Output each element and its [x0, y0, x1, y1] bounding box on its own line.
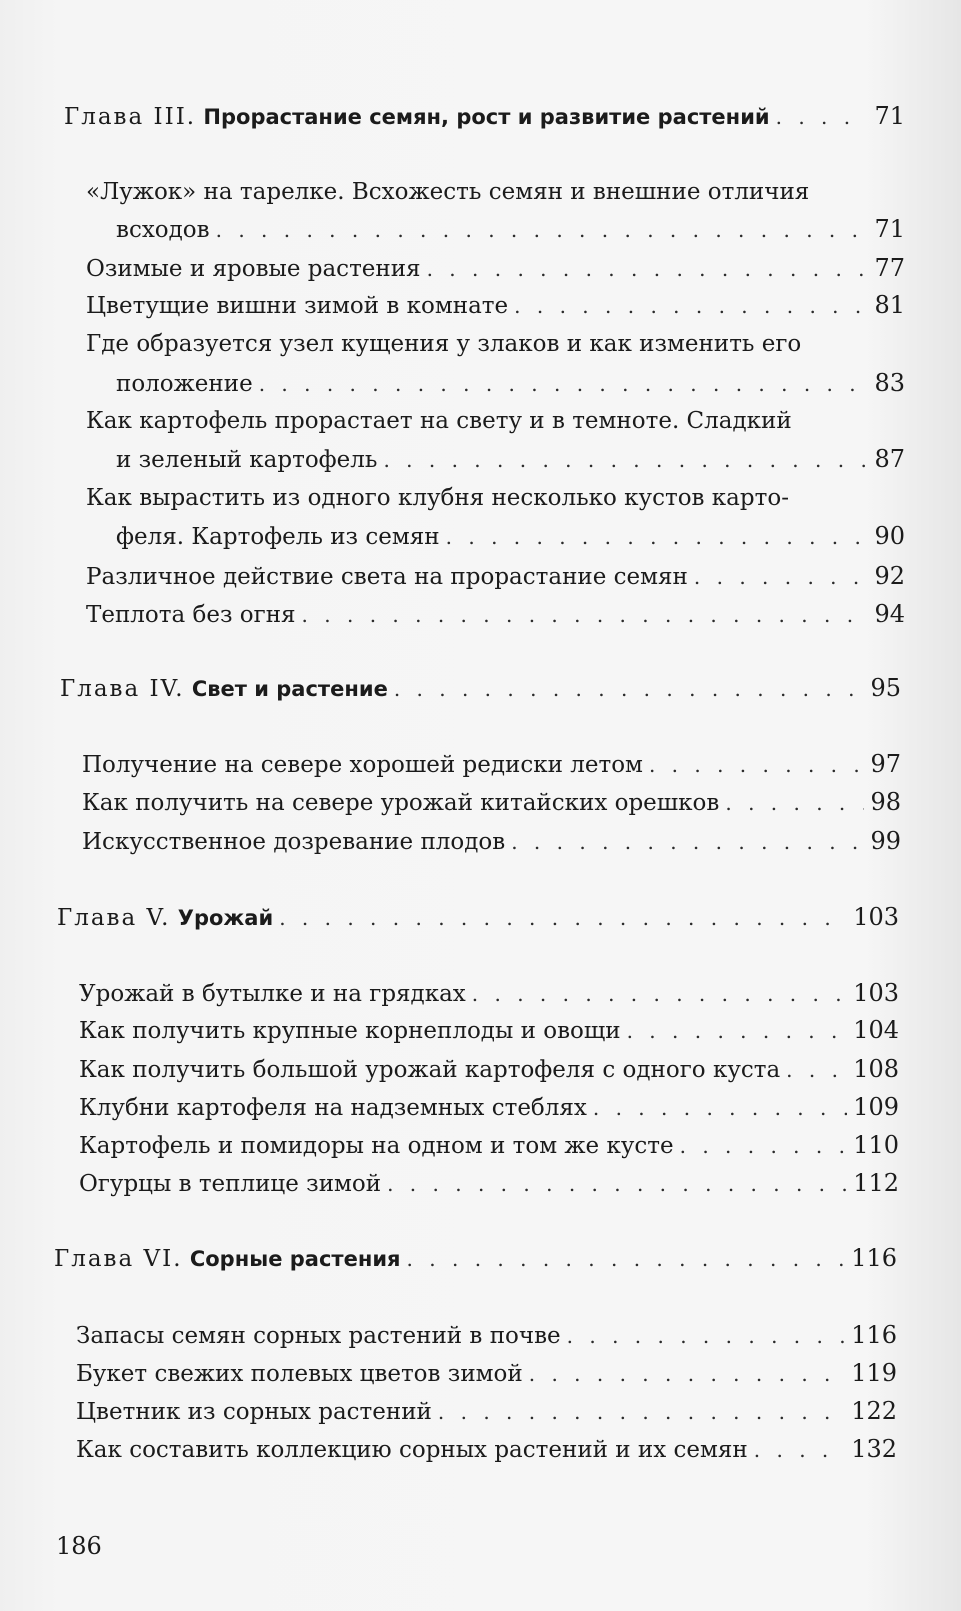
chapter-heading[interactable]: [64, 104, 905, 129]
toc-entry-page: 103: [853, 979, 899, 1007]
chapter-name: Свет и растение: [191, 677, 388, 701]
toc-entry-title: Получение на севере хорошей редиски летом: [82, 752, 643, 778]
toc-entry-page: 122: [851, 1397, 897, 1425]
toc-entry[interactable]: [86, 256, 905, 281]
dot-leader: [383, 450, 868, 470]
dot-leader: [511, 832, 864, 852]
chapter-heading[interactable]: [60, 676, 901, 701]
toc-entry[interactable]: [82, 752, 901, 777]
dot-leader: [680, 1136, 848, 1156]
toc-entry-page: 99: [870, 827, 901, 855]
chapter-name: Сорные растения: [189, 1247, 401, 1271]
chapter-heading[interactable]: [54, 1246, 897, 1271]
dot-leader: [427, 259, 869, 279]
toc-entry-title: Различное действие света на прорастание семян: [86, 564, 688, 590]
toc-entry-page: 119: [851, 1359, 897, 1387]
toc-entry-title: феля. Картофель из семян: [116, 524, 440, 550]
dot-leader: [786, 1060, 847, 1080]
toc-entry-title: Букет свежих полевых цветов зимой: [76, 1361, 523, 1387]
dot-leader: [567, 1326, 846, 1346]
toc-entry[interactable]: [116, 217, 905, 242]
dot-leader: [514, 296, 868, 316]
dot-leader: [302, 605, 869, 625]
toc-entry-first-line[interactable]: Как вырастить из одного клубня несколько кустов карто-: [86, 485, 789, 511]
chapter-title: [54, 1248, 401, 1271]
toc-entry-page: 81: [874, 291, 905, 319]
dot-leader: [649, 755, 865, 775]
dot-leader: [593, 1098, 847, 1118]
dot-leader: [446, 527, 869, 547]
toc-entry[interactable]: [86, 564, 905, 589]
toc-entry-page: 71: [874, 215, 905, 243]
toc-entry-title: Теплота без огня: [86, 602, 296, 628]
toc-entry-first-line[interactable]: Как картофель прорастает на свету и в темноте. Сладкий: [86, 408, 792, 434]
toc-entry-page: 92: [874, 562, 905, 590]
dot-leader: [394, 679, 865, 699]
toc-entry-first-line[interactable]: «Лужок» на тарелке. Всхожесть семян и внешние отличия: [86, 179, 810, 205]
toc-entry[interactable]: [79, 981, 899, 1006]
toc-entry-title: Клубни картофеля на надземных стеблях: [79, 1095, 587, 1121]
toc-entry-title: положение: [116, 371, 253, 397]
dot-leader: [776, 107, 869, 127]
toc-entry-page: 112: [853, 1169, 899, 1197]
dot-leader: [754, 1440, 845, 1460]
toc-entry[interactable]: [76, 1399, 897, 1424]
toc-entry-page: 77: [874, 254, 905, 282]
toc-entry-title: Искусственное дозревание плодов: [82, 829, 506, 855]
dot-leader: [627, 1021, 848, 1041]
toc-entry[interactable]: [116, 447, 905, 472]
toc-entry-page: 132: [851, 1435, 897, 1463]
page-number: 186: [56, 1532, 102, 1560]
chapter-page: 116: [851, 1244, 897, 1272]
toc-entry[interactable]: [116, 524, 905, 549]
toc-entry-title: Картофель и помидоры на одном и том же кусте: [79, 1133, 674, 1159]
toc-entry[interactable]: [79, 1018, 899, 1043]
toc-entry[interactable]: [79, 1171, 899, 1196]
chapter-page: 95: [870, 674, 901, 702]
toc-entry-page: 109: [853, 1093, 899, 1121]
dot-leader: [694, 567, 869, 587]
toc-entry-title: Огурцы в теплице зимой: [79, 1171, 382, 1197]
toc-entry-title: Цветущие вишни зимой в комнате: [86, 293, 509, 319]
chapter-label: Глава IV.: [60, 676, 185, 702]
chapter-title: [64, 106, 770, 129]
toc-entry-title: Как получить крупные корнеплоды и овощи: [79, 1018, 621, 1044]
toc-entry[interactable]: [86, 293, 905, 318]
toc-entry-title: Как получить большой урожай картофеля с одного куста: [79, 1057, 781, 1083]
toc-entry-page: 98: [870, 788, 901, 816]
chapter-title: [57, 907, 273, 930]
dot-leader: [529, 1364, 845, 1384]
toc-entry-first-line[interactable]: Где образуется узел кущения у злаков и как изменить его: [86, 331, 802, 357]
chapter-name: Прорастание семян, рост и развитие растений: [203, 105, 770, 129]
toc-entry-title: Урожай в бутылке и на грядках: [79, 981, 466, 1007]
toc-entry-page: 116: [851, 1321, 897, 1349]
dot-leader: [259, 374, 869, 394]
toc-entry-title: всходов: [116, 217, 210, 243]
toc-entry-page: 83: [874, 369, 905, 397]
dot-leader: [279, 908, 847, 928]
toc-entry-page: 94: [874, 600, 905, 628]
toc-entry-title: Озимые и яровые растения: [86, 256, 421, 282]
toc-entry-page: 97: [870, 750, 901, 778]
toc-entry-page: 108: [853, 1055, 899, 1083]
toc-entry[interactable]: [82, 829, 901, 854]
toc-entry-title: и зеленый картофель: [116, 447, 378, 473]
chapter-name: Урожай: [177, 906, 274, 930]
chapter-heading[interactable]: [57, 905, 899, 930]
toc-entry-page: 104: [853, 1016, 899, 1044]
chapter-page: 71: [874, 102, 905, 130]
toc-entry[interactable]: [86, 602, 905, 627]
toc-entry-page: 87: [874, 445, 905, 473]
dot-leader: [472, 984, 847, 1004]
chapter-label: Глава V.: [57, 905, 171, 931]
toc-entry[interactable]: [116, 371, 905, 396]
chapter-label: Глава III.: [64, 104, 197, 130]
chapter-title: [60, 678, 388, 701]
toc-entry-title: Цветник из сорных растений: [76, 1399, 432, 1425]
dot-leader: [216, 220, 869, 240]
toc-entry[interactable]: [82, 790, 901, 815]
toc-entry[interactable]: [79, 1057, 899, 1082]
toc-entry-title: Как получить на севере урожай китайских орешков: [82, 790, 720, 816]
toc-entry-title: Как составить коллекцию сорных растений и их семян: [76, 1437, 748, 1463]
dot-leader: [725, 793, 864, 813]
dot-leader: [438, 1402, 845, 1422]
toc-entry[interactable]: [79, 1095, 899, 1120]
toc-entry-page: 110: [853, 1131, 899, 1159]
chapter-page: 103: [853, 903, 899, 931]
dot-leader: [407, 1249, 846, 1269]
toc-entry[interactable]: [76, 1323, 897, 1348]
toc-entry-title: Запасы семян сорных растений в почве: [76, 1323, 561, 1349]
toc-entry[interactable]: [76, 1361, 897, 1386]
chapter-label: Глава VI.: [54, 1246, 183, 1272]
toc-entry[interactable]: [79, 1133, 899, 1158]
dot-leader: [387, 1174, 847, 1194]
toc-entry[interactable]: [76, 1437, 897, 1462]
toc-entry-page: 90: [874, 522, 905, 550]
